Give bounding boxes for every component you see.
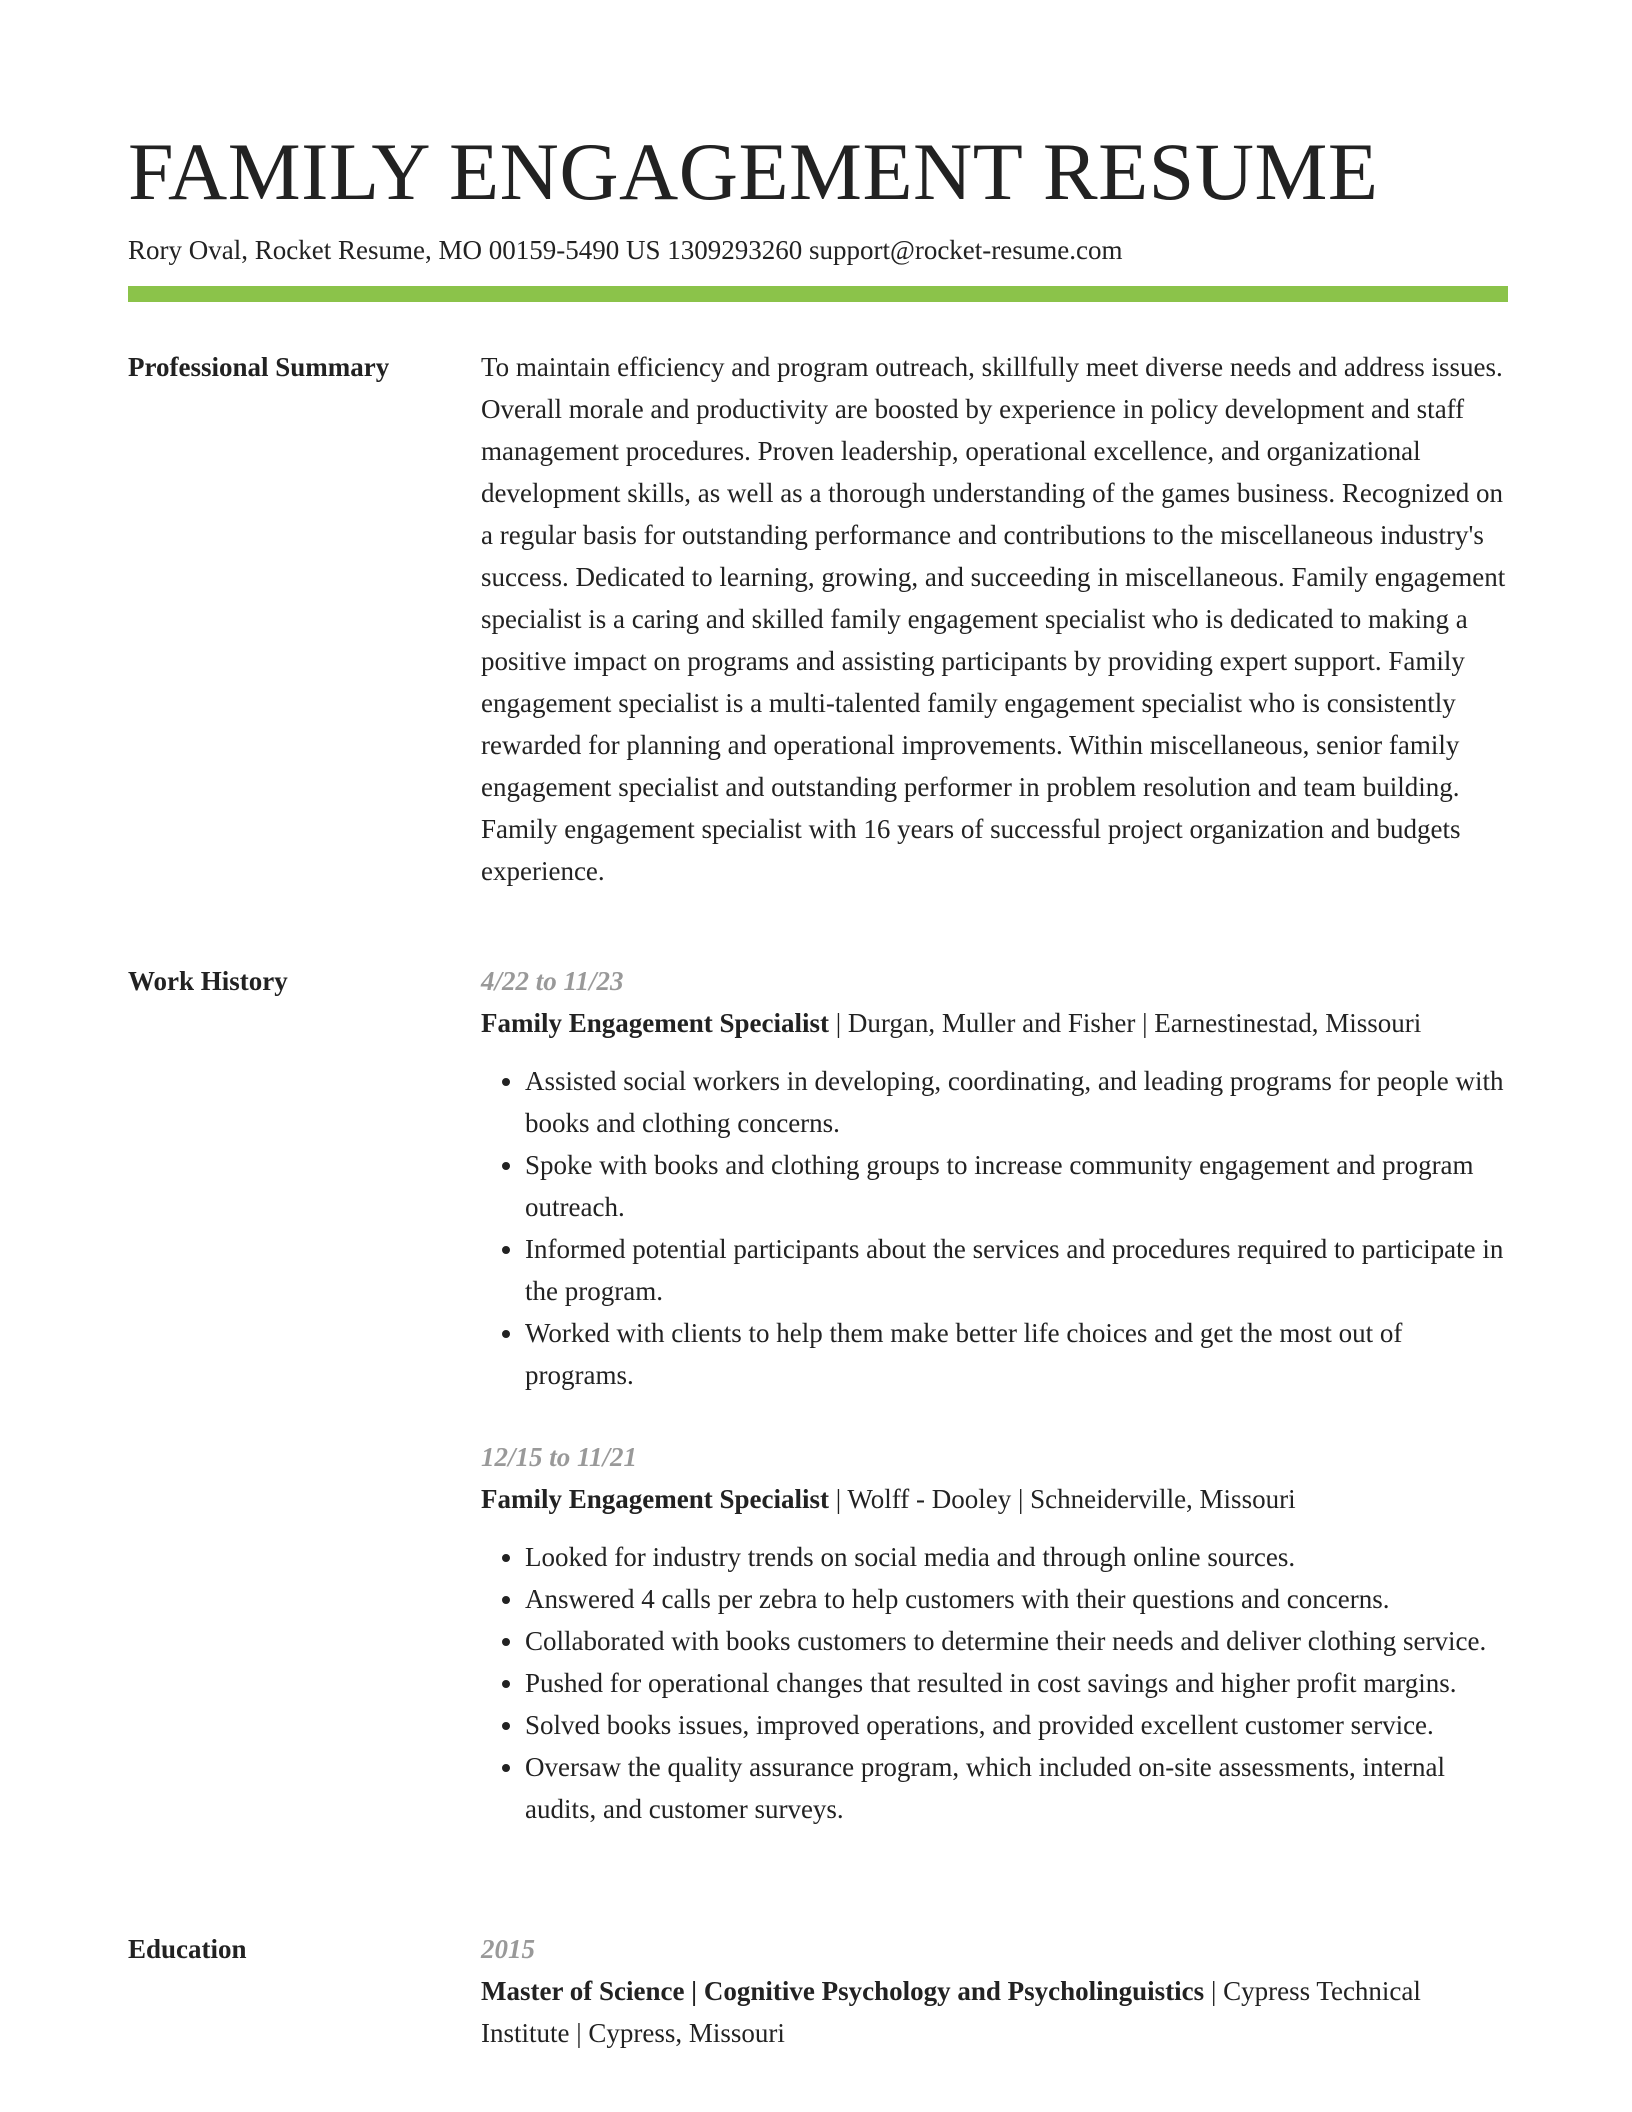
job-title: Family Engagement Specialist (481, 1484, 829, 1514)
job-duty: • Worked with clients to help them make better life choices and get the most out of programs. (525, 1312, 1511, 1396)
school-location: | Cypress Technical Institute | Cypress, Missouri (481, 1976, 1421, 2048)
resume-title: FAMILY ENGAGEMENT RESUME (128, 126, 1379, 217)
job-duty: • Collaborated with books customers to determine their needs and deliver clothing service. (525, 1620, 1511, 1662)
job-duty: • Looked for industry trends on social media and through online sources. (525, 1536, 1511, 1578)
job-duty: • Spoke with books and clothing groups to increase community engagement and program outreach. (525, 1144, 1511, 1228)
summary-heading: Professional Summary (128, 352, 390, 382)
job-duty: • Assisted social workers in developing, coordinating, and leading programs for people with books and clothing concerns. (525, 1060, 1511, 1144)
job-title: Family Engagement Specialist (481, 1008, 829, 1038)
work-history-body (481, 960, 1511, 1830)
job-duty: • Oversaw the quality assurance program, which included on-site assessments, internal audits, and customer surveys. (525, 1746, 1511, 1830)
job-employer-location: | Durgan, Muller and Fisher | Earnestinestad, Missouri (828, 1008, 1422, 1038)
job-duty: • Answered 4 calls per zebra to help customers with their questions and concerns. (525, 1578, 1511, 1620)
education-entry (481, 1970, 1511, 2054)
summary-body (481, 346, 1511, 892)
work-history-heading: Work History (128, 966, 288, 996)
job-entry (481, 1436, 1511, 1830)
contact-info: Rory Oval, Rocket Resume, MO 00159-5490 US 1309293260 support@rocket-resume.com (128, 235, 1123, 265)
job-heading (481, 1478, 1511, 1520)
job-dates: 12/15 to 11/21 (481, 1442, 638, 1472)
education-year: 2015 (481, 1934, 535, 1964)
accent-divider (128, 286, 1508, 302)
job-duty: • Pushed for operational changes that resulted in cost savings and higher profit margins. (525, 1662, 1511, 1704)
education-body (481, 1928, 1511, 2054)
summary-text: To maintain efficiency and program outreach, skillfully meet diverse needs and address issues. Overall morale and productivity are boosted by experience in policy development and staff management procedures. Proven leadership, operational excellence, and organizational development skills, as well as a thorough understanding of the games business. Recognized on a regular basis for outstanding performance and contributions to the miscellaneous industry's success. Dedicated to learning, growing, and succeeding in miscellaneous. Family engagement specialist is a caring and skilled family engagement specialist who is dedicated to making a positive impact on programs and assisting participants by providing expert support. Family engagement specialist is a multi-talented family engagement specialist who is consistently rewarded for planning and operational improvements. Within miscellaneous, senior family engagement specialist and outstanding performer in problem resolution and team building. Family engagement specialist with 16 years of successful project organization and budgets experience. (481, 352, 1506, 886)
job-duty: • Informed potential participants about the services and procedures required to participate in the program. (525, 1228, 1511, 1312)
job-dates: 4/22 to 11/23 (481, 966, 624, 996)
job-duties-list (481, 1536, 1511, 1830)
education-heading: Education (128, 1934, 247, 1964)
job-entry (481, 960, 1511, 1396)
job-duties-list (481, 1060, 1511, 1396)
degree-title: Master of Science | Cognitive Psychology and Psycholinguistics (481, 1976, 1205, 2006)
job-employer-location: | Wolff - Dooley | Schneiderville, Missouri (828, 1484, 1296, 1514)
job-heading (481, 1002, 1511, 1044)
job-duty: • Solved books issues, improved operations, and provided excellent customer service. (525, 1704, 1511, 1746)
